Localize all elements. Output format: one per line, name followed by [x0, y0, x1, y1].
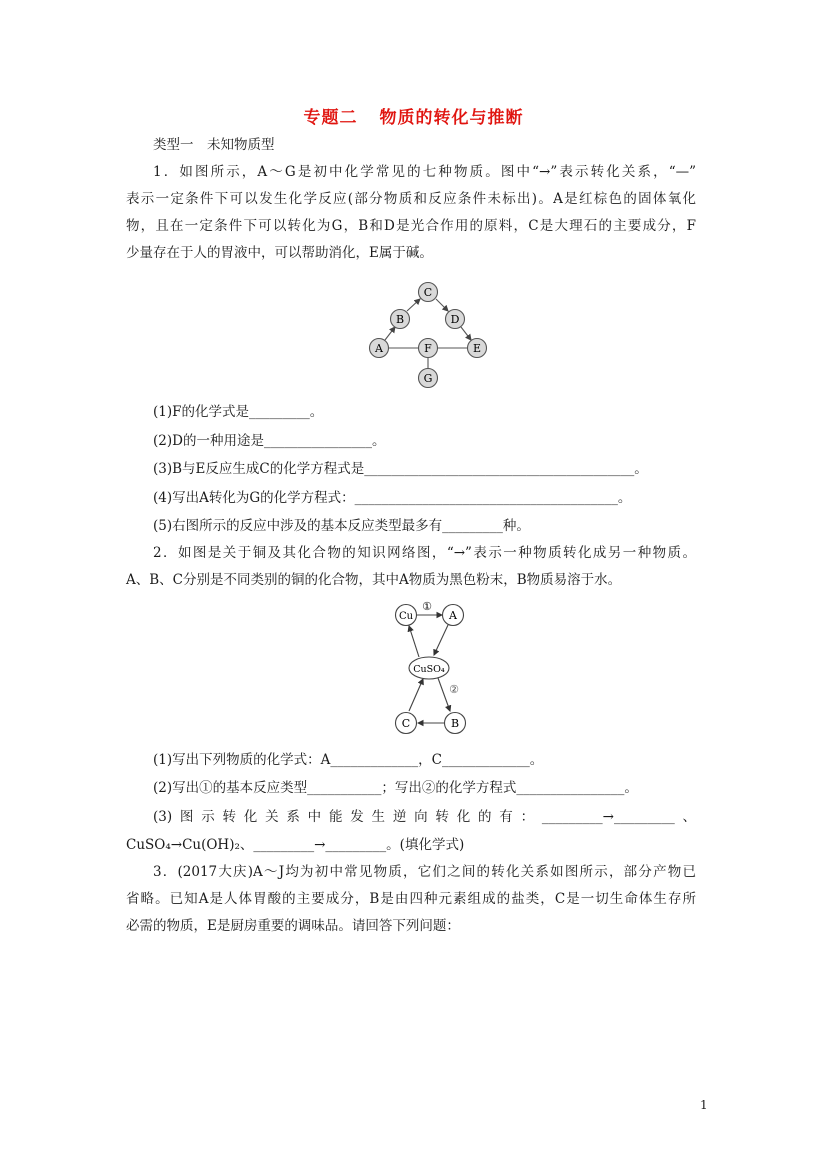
edge-b-to-c [407, 299, 420, 311]
node-a-label: A [449, 609, 457, 622]
reaction-mark-2: ② [449, 683, 459, 696]
node-g [419, 369, 438, 388]
node-cu-label: Cu [398, 611, 414, 622]
node-a-label: A [375, 342, 383, 355]
edge-c-to-d [436, 299, 448, 311]
node-a [443, 605, 464, 626]
q2-line-1: 2．如图是关于铜及其化合物的知识网络图，“→”表示一种物质转化成另一种物质。 [153, 545, 696, 561]
q1-sub-1: (1)F的化学式是_________。 [153, 404, 324, 420]
q1-relationship-diagram [360, 280, 500, 392]
title-topic: 专题二 [303, 108, 358, 128]
q1-sub-4: (4)写出A转化为G的化学方程式：_______________________________________。 [153, 490, 632, 506]
edge-d-to-e [461, 327, 471, 340]
q2-sub-2: (2)写出①的基本反应类型___________；写出②的化学方程式________________。 [153, 780, 638, 796]
node-b [445, 713, 466, 734]
node-d-label: D [450, 313, 460, 326]
q3-line-3: 必需的物质，E是厨房重要的调味品。请回答下列问题： [126, 918, 460, 934]
page-number: 1 [700, 1098, 708, 1112]
q2-sub-3-line-2: CuSO₄→Cu(OH)₂、_________→_________。(填化学式) [126, 837, 465, 853]
node-b [391, 310, 410, 329]
node-cuso4 [409, 657, 449, 679]
q2-sub-3-line-1: (3)图示转化关系中能发生逆向转化的有：_________→_________、 [153, 809, 696, 825]
q1-sub-5: (5)右图所示的反应中涉及的基本反应类型最多有_________种。 [153, 518, 530, 534]
q2-sub-1: (1)写出下列物质的化学式：A_____________，C_____________。 [153, 752, 544, 768]
q1-line-2: 表示一定条件下可以发生化学反应(部分物质和反应条件未标出)。A是红棕色的固体氧化 [126, 191, 696, 207]
q1-sub-3: (3)B与E反应生成C的化学方程式是________________________________________。 [153, 461, 648, 477]
q1-line-3: 物，且在一定条件下可以转化为G，B和D是光合作用的原料，C是大理石的主要成分，F [126, 218, 696, 234]
question-2-stem [126, 540, 696, 594]
edge-a-to-b [385, 327, 395, 340]
node-f [419, 339, 438, 358]
node-cu [396, 605, 417, 626]
question-3-stem [126, 859, 696, 940]
node-d [446, 310, 465, 329]
question-1-stem [126, 159, 696, 267]
section-heading: 类型一 未知物质型 [153, 137, 275, 153]
edge-cuso4-to-cu [409, 626, 419, 657]
page-title [0, 103, 827, 128]
node-cuso4-label: CuSO₄ [413, 664, 445, 675]
node-a [370, 339, 389, 358]
node-c-label: C [423, 286, 433, 299]
edge-c-to-cuso4 [409, 679, 423, 711]
node-c [419, 283, 438, 302]
node-b-label: B [395, 313, 405, 326]
q1-line-4: 少量存在于人的胃液中，可以帮助消化，E属于碱。 [126, 245, 433, 261]
q1-sub-2: (2)D的一种用途是________________。 [153, 433, 386, 449]
q1-line-1: 1．如图所示，A～G是初中化学常见的七种物质。图中“→”表示转化关系，“—” [153, 164, 696, 180]
node-e-label: E [472, 342, 482, 355]
node-f-label: F [424, 342, 432, 355]
title-subject: 物质的转化与推断 [379, 108, 524, 128]
node-b-label: B [450, 717, 460, 730]
node-c-label: C [401, 717, 411, 730]
q2-copper-network-diagram [385, 596, 485, 742]
q2-line-2: A、B、C分别是不同类别的铜的化合物，其中A物质为黑色粉末，B物质易溶于水。 [126, 572, 622, 588]
node-c [396, 713, 417, 734]
q3-line-2: 省略。已知A是人体胃酸的主要成分，B是由四种元素组成的盐类，C是一切生命体生存所 [126, 891, 696, 907]
node-g-label: G [423, 372, 433, 385]
node-e [468, 339, 487, 358]
q3-line-1: 3．(2017大庆)A～J均为初中常见物质，它们之间的转化关系如图所示，部分产物已 [153, 864, 696, 880]
reaction-mark-1: ① [422, 600, 432, 613]
edge-a-to-cuso4 [434, 625, 448, 655]
